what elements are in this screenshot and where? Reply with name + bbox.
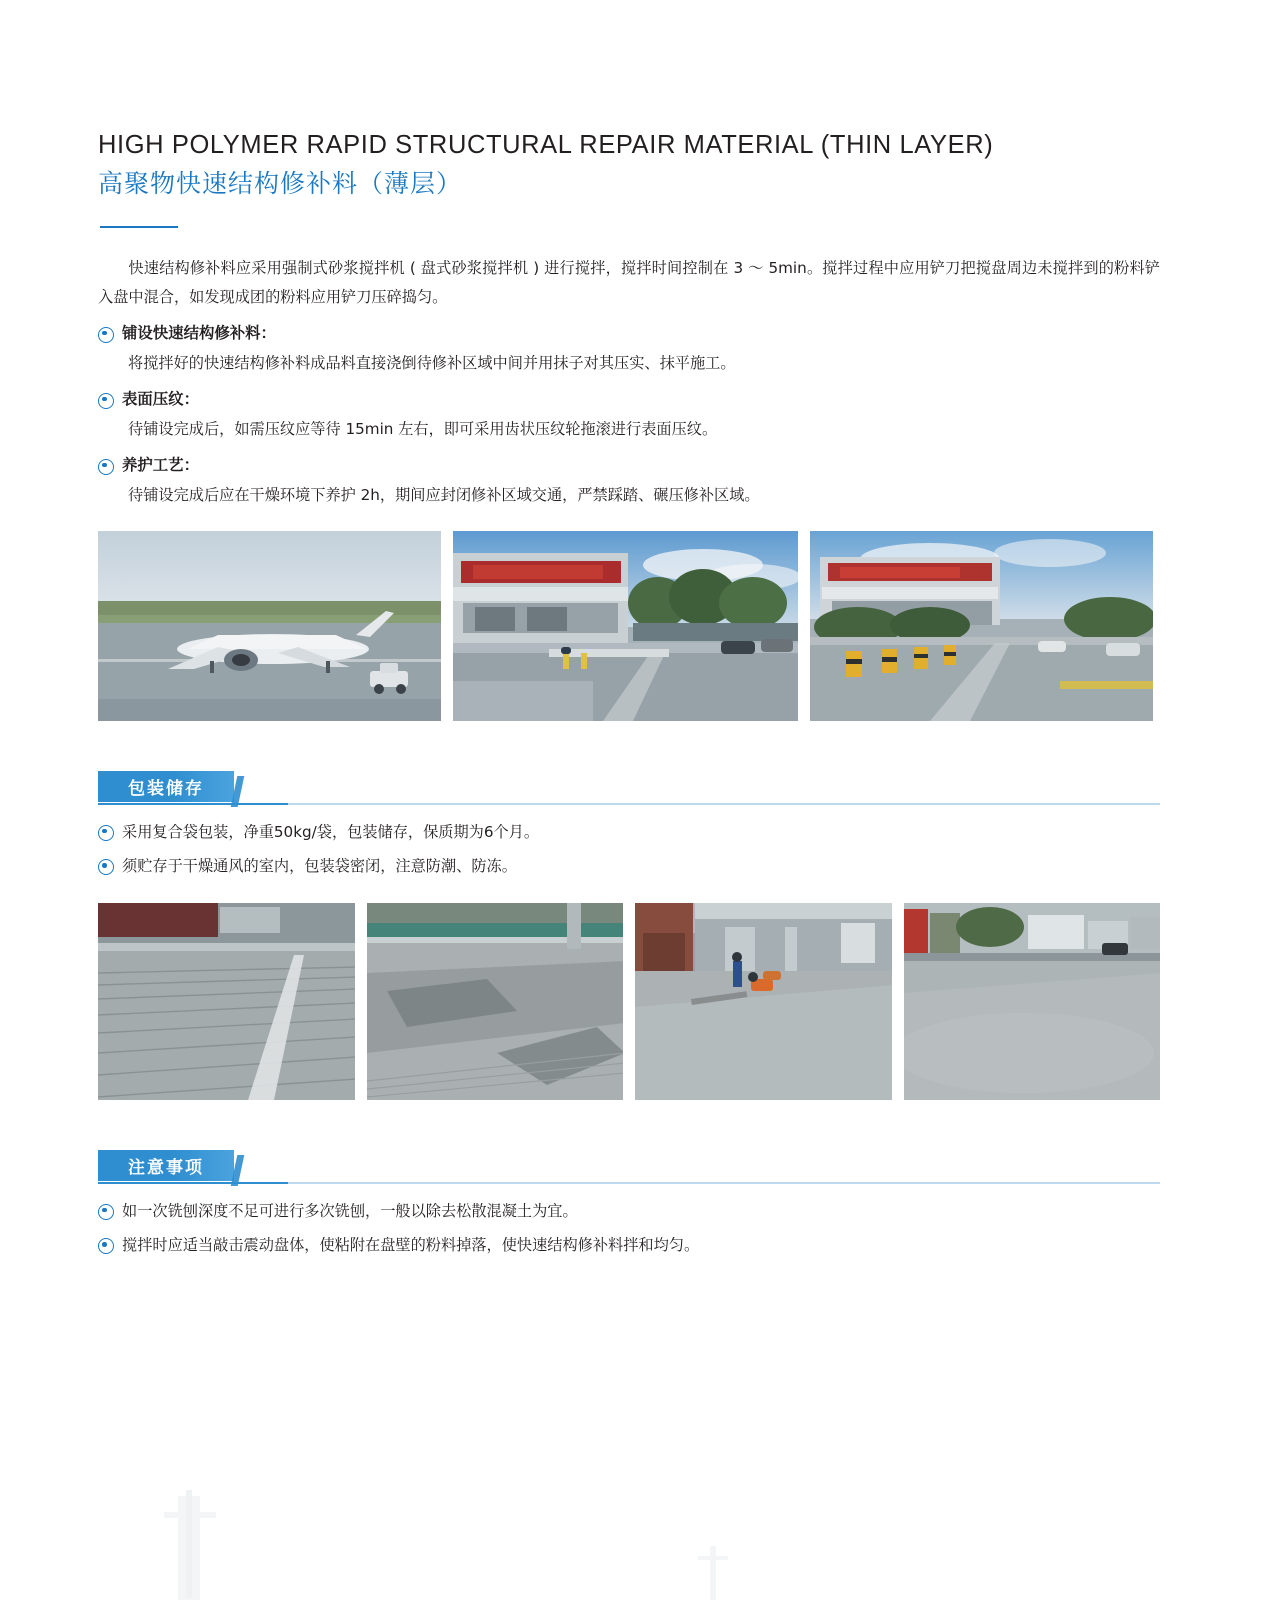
photo-airport-runway [98, 531, 441, 721]
page-title-cn: 高聚物快速结构修补料（薄层） [98, 168, 463, 198]
section-notes [98, 1150, 1160, 1260]
intro-paragraph: 快速结构修补料应采用强制式砂浆搅拌机 ( 盘式砂浆搅拌机 ) 进行搅拌，搅拌时间控制在 3 ～ 5min。搅拌过程中应用铲刀把搅盘周边未搅拌到的粉料铲入盘中混合，如发现成团的粉料应用铲刀压碎捣匀。 [98, 259, 1160, 306]
step-item [98, 452, 1160, 479]
list-item [98, 1232, 1160, 1259]
section-body [98, 819, 1160, 1100]
ring-bullet-icon [98, 393, 114, 409]
ring-bullet-icon [98, 327, 114, 343]
photo-airport-graphic [98, 531, 441, 721]
list-item-text: 如一次铣刨深度不足可进行多次铣刨，一般以除去松散混凝土为宜。 [122, 1201, 578, 1220]
photo-station-graphic [635, 903, 892, 1100]
section-header [98, 1150, 1160, 1184]
page-title-en: HIGH POLYMER RAPID STRUCTURAL REPAIR MATERIAL (THIN LAYER) [98, 131, 994, 159]
ring-bullet-icon [98, 825, 114, 841]
photo-street-shops [453, 531, 798, 721]
footer-watermark-graphic [150, 1490, 770, 1600]
ring-bullet-icon [98, 459, 114, 475]
photo-texture-graphic [98, 903, 355, 1100]
list-item [98, 853, 1160, 880]
list-item-text: 采用复合袋包装，净重50kg/袋，包装储存，保质期为6个月。 [122, 822, 540, 841]
step-label: 表面压纹： [122, 389, 199, 408]
photo-road-cones [810, 531, 1153, 721]
step-item [98, 386, 1160, 413]
list-item [98, 819, 1160, 846]
list-item [98, 1198, 1160, 1225]
section-title: 包装储存 [98, 771, 234, 802]
step-label: 铺设快速结构修补料： [122, 323, 276, 342]
gallery-top [98, 531, 1160, 721]
document-content [98, 130, 1160, 1259]
step-text: 待铺设完成后，如需压纹应等待 15min 左右，即可采用齿状压纹轮拖滚进行表面压纹。 [128, 419, 718, 438]
photo-cones-graphic [810, 531, 1153, 721]
title-divider [100, 226, 178, 228]
photo-textured-pavement [98, 903, 355, 1100]
section-header [98, 771, 1160, 805]
step-label: 养护工艺： [122, 455, 199, 474]
ring-bullet-icon [98, 1204, 114, 1220]
photo-finished-graphic [904, 903, 1161, 1100]
section-underline [98, 803, 1160, 805]
list-item-text: 须贮存于干燥通风的室内，包装袋密闭，注意防潮、防冻。 [122, 857, 517, 876]
section-title: 注意事项 [98, 1150, 234, 1181]
photo-damaged-road [367, 903, 624, 1100]
section-underline [98, 1182, 1160, 1184]
section-packaging [98, 771, 1160, 1100]
ring-bullet-icon [98, 1238, 114, 1254]
photo-finished-surface [904, 903, 1161, 1100]
step-text: 将搅拌好的快速结构修补料成品料直接浇倒待修补区域中间并用抹子对其压实、抹平施工。 [128, 353, 736, 372]
ring-bullet-icon [98, 859, 114, 875]
photo-damage-graphic [367, 903, 624, 1100]
list-item-text: 搅拌时应适当敲击震动盘体，使粘附在盘壁的粉料掉落，使快速结构修补料拌和均匀。 [122, 1235, 700, 1254]
step-item [98, 320, 1160, 347]
section-body [98, 1198, 1160, 1260]
gallery-packaging [98, 903, 1160, 1100]
photo-gas-station-repair [635, 903, 892, 1100]
photo-street-graphic [453, 531, 798, 721]
step-text: 待铺设完成后应在干燥环境下养护 2h，期间应封闭修补区域交通，严禁踩踏、碾压修补区域。 [128, 485, 760, 504]
